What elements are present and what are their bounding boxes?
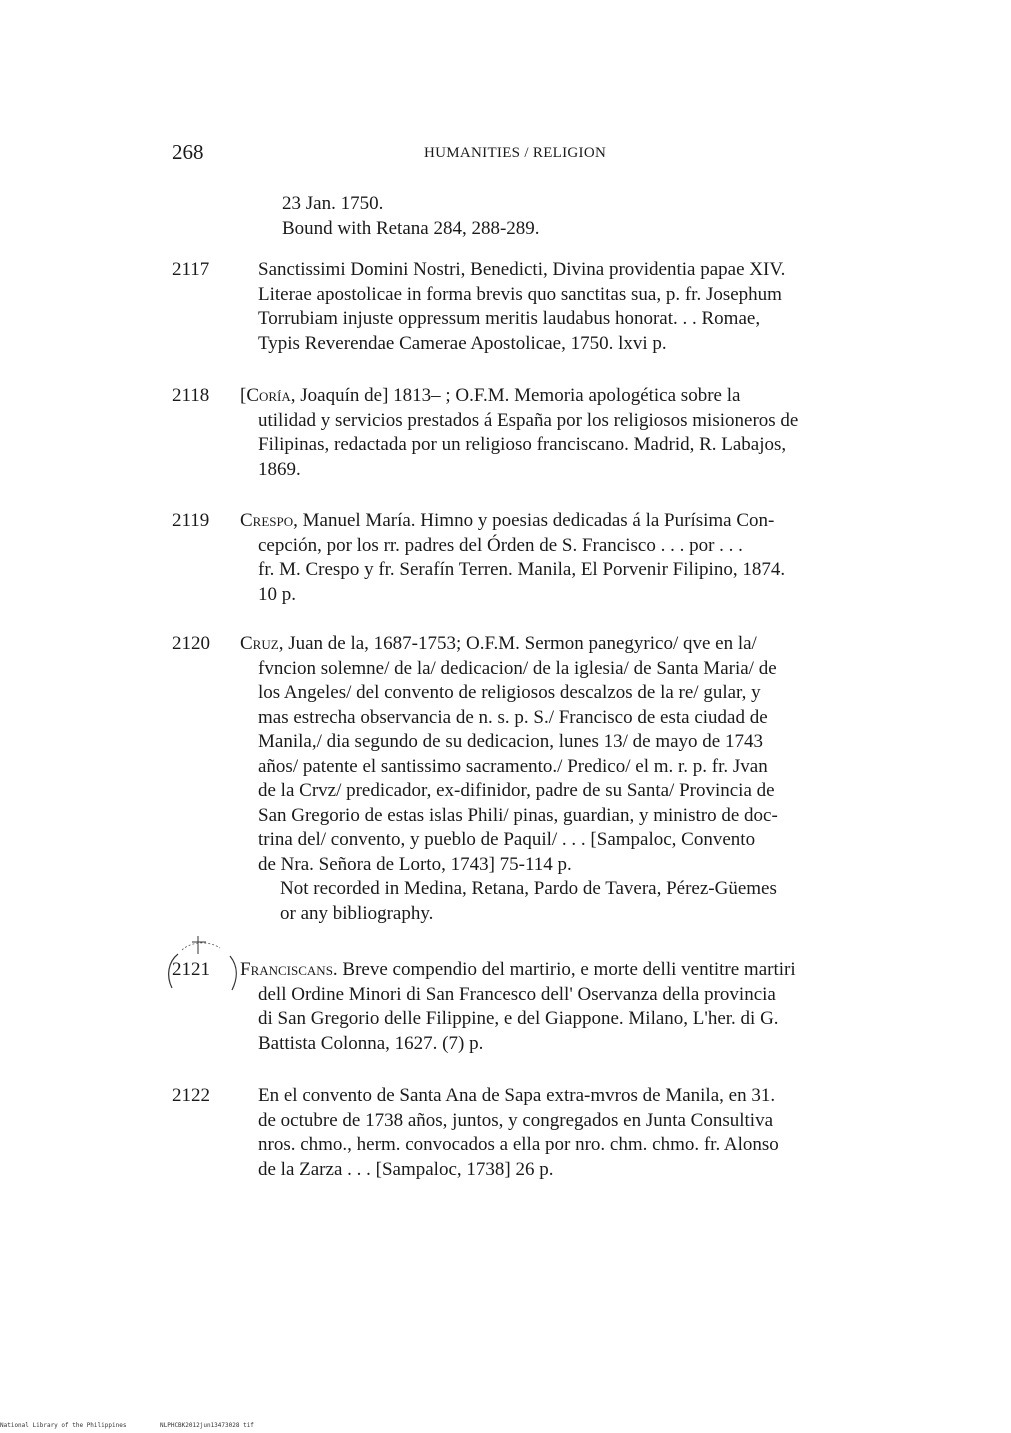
- entry-line: di San Gregorio delle Filippine, e del Giappone. Milano, L'her. di G.: [258, 1008, 779, 1029]
- entry-line: En el convento de Santa Ana de Sapa extra-mvros de Manila, en 31.: [258, 1085, 776, 1106]
- entry-line: [Coría, Joaquín de] 1813– ; O.F.M. Memoria apologética sobre la: [240, 385, 741, 406]
- entry-number: 2121: [172, 959, 210, 980]
- entry-line: fr. M. Crespo y fr. Serafín Terren. Manila, El Porvenir Filipino, 1874.: [258, 559, 786, 580]
- author-name: Coría: [246, 385, 291, 406]
- entry-line: Typis Reverendae Camerae Apostolicae, 1750. lxvi p.: [258, 332, 667, 354]
- entry-number: 2122: [172, 1085, 210, 1106]
- entry-note-line: or any bibliography.: [280, 902, 434, 924]
- entry-line: San Gregorio de estas islas Phili/ pinas, guardian, y ministro de doc-: [258, 804, 778, 826]
- entry-line: 10 p.: [258, 583, 296, 605]
- entry-number: 2117: [172, 259, 210, 280]
- entry-line: mas estrecha observancia de n. s. p. S./ Francisco de esta ciudad de: [258, 706, 768, 728]
- continuation-line: 23 Jan. 1750.: [282, 193, 384, 214]
- entry-text: [240, 509, 880, 607]
- entry-text: [240, 384, 880, 482]
- author-name: Franciscans: [240, 959, 333, 980]
- entry-line: 1869.: [258, 458, 301, 480]
- running-head: HUMANITIES / RELIGION: [424, 145, 607, 161]
- author-name: Cruz: [240, 633, 279, 654]
- entry-number: 2118: [172, 385, 210, 406]
- entry-line: Literae apostolicae in forma brevis quo sanctitas sua, p. fr. Josephum: [258, 283, 782, 305]
- entry-note-line: Not recorded in Medina, Retana, Pardo de Tavera, Pérez-Güemes: [280, 878, 777, 899]
- entry-line: de Nra. Señora de Lorto, 1743] 75-114 p.: [258, 853, 572, 875]
- continuation-block: [282, 192, 540, 241]
- entry-line: de octubre de 1738 años, juntos, y congregados en Junta Consultiva: [258, 1109, 774, 1131]
- entry-line: dell Ordine Minori di San Francesco dell' Oservanza della provincia: [258, 983, 776, 1005]
- continuation-line: Bound with Retana 284, 288-289.: [282, 217, 540, 239]
- entry-line: Cruz, Juan de la, 1687-1753; O.F.M. Sermon panegyrico/ qve en la/: [240, 633, 757, 654]
- entry-line: Franciscans. Breve compendio del martirio, e morte delli ventitre martiri: [240, 959, 796, 980]
- entry-line: los Angeles/ del convento de religiosos descalzos de la re/ gular, y: [258, 682, 761, 703]
- entry-line: de la Zarza . . . [Sampaloc, 1738] 26 p.: [258, 1158, 554, 1180]
- entry-line: Manila,/ dia segundo de su dedicacion, lunes 13/ de mayo de 1743: [258, 731, 763, 752]
- entry-line: trina del/ convento, y pueblo de Paquil/ . . . [Sampaloc, Convento: [258, 829, 756, 850]
- entry-line: Torrubiam injuste oppressum meritis laudabus honorat. . . Romae,: [258, 308, 761, 329]
- page-number: 268: [172, 140, 204, 164]
- entry-line: Crespo, Manuel María. Himno y poesias dedicadas á la Purísima Con-: [240, 510, 775, 531]
- entry-text: [258, 258, 880, 356]
- entry-line: Sanctissimi Domini Nostri, Benedicti, Divina providentia papae XIV.: [258, 259, 786, 280]
- entry-line: utilidad y servicios prestados á España por los religiosos misioneros de: [258, 409, 799, 431]
- entry-text: [240, 632, 880, 926]
- entry-line: Battista Colonna, 1627. (7) p.: [258, 1032, 484, 1054]
- entry-text: [258, 1084, 880, 1182]
- entry-line: Filipinas, redactada por un religioso franciscano. Madrid, R. Labajos,: [258, 434, 787, 455]
- author-name: Crespo: [240, 510, 294, 531]
- entry-number: 2119: [172, 510, 210, 531]
- entry-text: [240, 958, 880, 1056]
- entry-number: 2120: [172, 633, 210, 654]
- footer-file-label: NLPHCBK2012jun13473028 tif: [160, 1422, 254, 1429]
- entry-line: nros. chmo., herm. convocados a ella por nro. chm. chmo. fr. Alonso: [258, 1134, 779, 1155]
- entry-line: cepción, por los rr. padres del Órden de S. Francisco . . . por . . .: [258, 534, 743, 556]
- entry-line: de la Crvz/ predicador, ex-difinidor, padre de su Santa/ Provincia de: [258, 780, 775, 801]
- entry-line: años/ patente el santissimo sacramento./ Predico/ el m. r. p. fr. Jvan: [258, 755, 768, 777]
- entry-line: fvncion solemne/ de la/ dedicacion/ de la iglesia/ de Santa Maria/ de: [258, 657, 777, 679]
- footer-source-label: National Library of the Philippines: [0, 1422, 127, 1429]
